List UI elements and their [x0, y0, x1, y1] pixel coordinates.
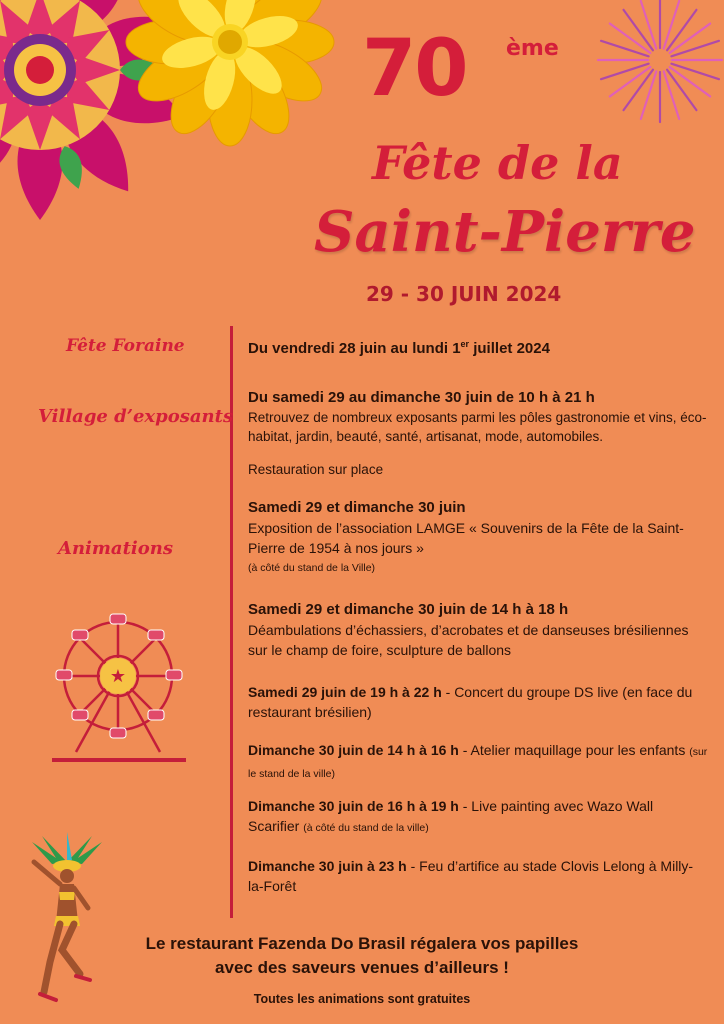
restaurant-line-2: avec des saveurs venues d’ailleurs !	[215, 958, 509, 977]
animation-heading: Dimanche 30 juin de 16 h à 19 h	[248, 798, 459, 814]
category-fete-foraine: Fête Foraine	[66, 336, 185, 356]
foraine-dates: Du vendredi 28 juin au lundi 1er juillet 2024	[248, 339, 550, 357]
event-dates: 29 - 30 JUIN 2024	[366, 282, 562, 306]
animation-description: Déambulations d’échassiers, d’acrobates et de danseuses brésiliennes sur le champ de foire, sculpture de ballons	[248, 622, 689, 658]
category-village: Village d’exposants	[38, 406, 234, 427]
animation-note: (à côté du stand de la Ville)	[248, 562, 376, 574]
animation-feu-artifice	[248, 856, 708, 896]
free-notice: Toutes les animations sont gratuites	[253, 992, 471, 1006]
animation-heading: Dimanche 30 juin à 23 h	[248, 858, 407, 874]
village-restauration: Restauration sur place	[248, 462, 384, 477]
restaurant-line-1: Le restaurant Fazenda Do Brasil régalera vos papilles	[145, 934, 579, 953]
animation-description: - Live painting avec Wazo Wall Scarifier	[248, 798, 654, 834]
animation-note: (sur le stand de la ville)	[248, 746, 708, 780]
animation-note: (à côté du stand de la ville)	[303, 822, 429, 834]
animation-description: Exposition de l’association LAMGE « Souvenirs de la Fête de la Saint-Pierre de 1954 à nos jours »	[248, 520, 684, 556]
animation-description: - Concert du groupe DS live (en face du restaurant brésilien)	[248, 684, 693, 720]
title-line-1: Fête de la	[372, 136, 623, 190]
animation-heading: Samedi 29 et dimanche 30 juin	[248, 499, 466, 516]
edition-suffix: ème	[506, 36, 559, 61]
title-line-2: Saint-Pierre	[314, 199, 696, 265]
yellow-flower-icon	[118, 0, 348, 154]
animation-description: - Feu d’artifice au stade Clovis Lelong à Milly-la-Forêt	[248, 858, 694, 894]
samba-dancer-icon	[22, 832, 112, 1012]
restaurant-message	[0, 932, 724, 980]
animation-heading: Samedi 29 juin de 19 h à 22 h	[248, 684, 442, 700]
animation-heading: Dimanche 30 juin de 14 h à 16 h	[248, 742, 459, 758]
ferris-wheel-icon	[48, 612, 190, 767]
village-heading: Du samedi 29 au dimanche 30 juin de 10 h à 21 h	[248, 389, 595, 406]
village-block	[248, 388, 708, 446]
animation-maquillage	[248, 740, 708, 784]
animation-exposition	[248, 498, 708, 578]
svg-text:★: ★	[109, 666, 127, 687]
animation-description: - Atelier maquillage pour les enfants	[458, 742, 690, 758]
animation-deambulations	[248, 600, 708, 660]
edition-number: 70	[362, 24, 467, 114]
animation-live-painting	[248, 796, 708, 838]
animation-concert	[248, 682, 708, 722]
category-animations: Animations	[58, 538, 173, 559]
village-description: Retrouvez de nombreux exposants parmi les pôles gastronomie et vins, éco-habitat, jardin, beauté, santé, artisanat, mode, automobiles.	[248, 410, 707, 444]
animation-heading: Samedi 29 et dimanche 30 juin de 14 h à 18 h	[248, 601, 569, 618]
